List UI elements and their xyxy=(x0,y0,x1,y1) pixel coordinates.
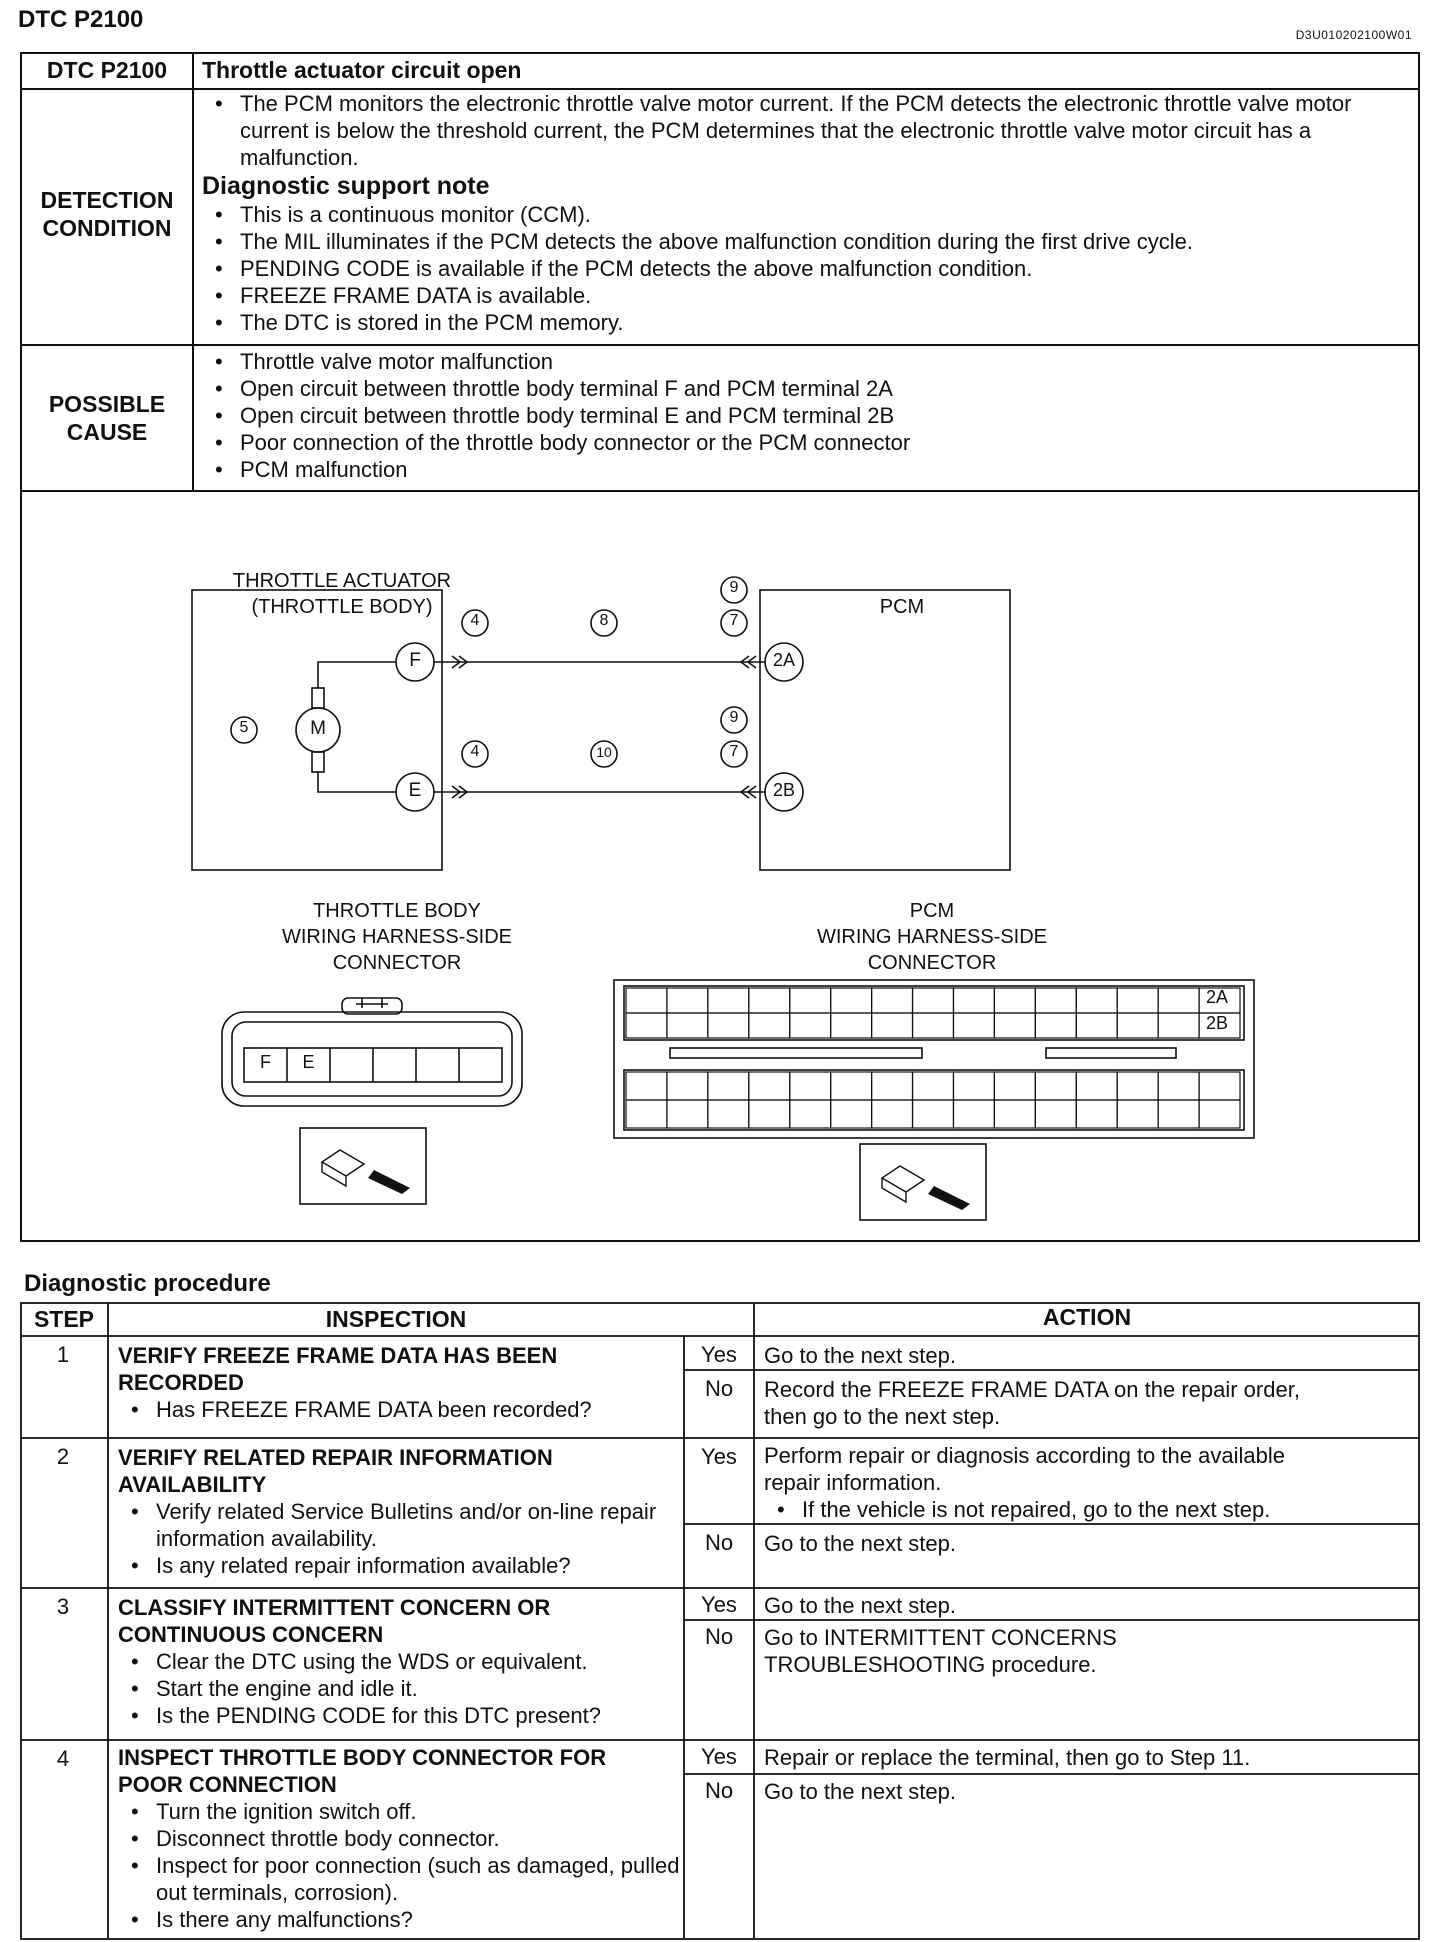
possible-cause-content xyxy=(202,348,1402,483)
step-inspection xyxy=(118,1342,678,1423)
connector-pin-cell xyxy=(1117,1072,1158,1100)
support-note-heading: Diagnostic support note xyxy=(202,172,490,200)
step-inspection xyxy=(118,1594,678,1729)
motor-wire xyxy=(318,772,396,792)
pin-2b-label: 2B xyxy=(1205,1013,1229,1033)
step-title: AVAILABILITY xyxy=(118,1472,267,1497)
no-label: No xyxy=(704,1376,734,1401)
connector-view-illustration xyxy=(860,1144,986,1220)
yes-label: Yes xyxy=(701,1592,737,1617)
connector-pin-cell xyxy=(913,988,954,1013)
connector-pin-cell xyxy=(708,1013,749,1038)
list-item: • Disconnect throttle body connector. xyxy=(118,1825,680,1852)
step-title: VERIFY FREEZE FRAME DATA HAS BEEN xyxy=(118,1343,558,1368)
pin-e-label: E xyxy=(302,1052,315,1072)
yes-action: Go to the next step. xyxy=(764,1343,957,1368)
connector-pin-cell xyxy=(626,1013,667,1038)
callout-4: 4 xyxy=(470,743,480,760)
motor-label: M xyxy=(310,718,326,739)
action-line: Go to INTERMITTENT CONCERNS xyxy=(764,1625,1117,1650)
list-item: • Clear the DTC using the WDS or equivalent. xyxy=(118,1648,678,1675)
label-line: CONNECTOR xyxy=(332,952,462,974)
connector-pin-cell xyxy=(708,1072,749,1100)
no-action: Go to the next step. xyxy=(764,1531,957,1556)
label-line: CONDITION xyxy=(42,215,172,241)
divider xyxy=(22,344,1418,346)
yes-label: Yes xyxy=(701,1444,737,1469)
step-inspection xyxy=(118,1444,678,1579)
label-line: DETECTION xyxy=(40,187,174,213)
yes-label: Yes xyxy=(701,1744,737,1769)
list-item: • Is any related repair information available? xyxy=(118,1552,678,1579)
tb-connector-caption xyxy=(222,898,572,976)
terminal-f-label: F xyxy=(409,650,421,671)
yes-action: Repair or replace the terminal, then go to Step 11. xyxy=(764,1745,1251,1770)
list-item: • If the vehicle is not repaired, go to the next step. xyxy=(764,1496,1414,1523)
page-title: DTC P2100 xyxy=(18,6,144,33)
cause-list xyxy=(202,348,1402,483)
callout-9: 9 xyxy=(729,709,739,726)
pcm-connector-caption xyxy=(742,898,1122,976)
step-title: INSPECT THROTTLE BODY CONNECTOR FOR xyxy=(118,1745,607,1770)
yes-action: Go to the next step. xyxy=(764,1593,957,1618)
wiring-diagram xyxy=(22,492,1418,1240)
detection-main-item: • The PCM monitors the electronic throttle valve motor current. If the PCM detects the electronic throttle valve motor current is below the threshold current, the PCM determines that the electronic throttle valve motor circuit has a malfunction. xyxy=(202,90,1402,171)
list-item: • Turn the ignition switch off. xyxy=(118,1798,680,1825)
connector-pin-cell xyxy=(872,1013,913,1038)
step-number: 1 xyxy=(56,1342,70,1367)
connector-pin-cell xyxy=(913,1100,954,1128)
connector-pin-cell xyxy=(831,988,872,1013)
label-line: THROTTLE ACTUATOR xyxy=(232,570,452,592)
arrow-icon xyxy=(928,1186,970,1210)
dtc-info-table xyxy=(20,52,1420,1242)
callout-7: 7 xyxy=(729,743,739,760)
action-line: then go to the next step. xyxy=(764,1404,1001,1429)
connector-pin-cell xyxy=(994,988,1035,1013)
list-item: • Start the engine and idle it. xyxy=(118,1675,678,1702)
pin-2a-label: 2A xyxy=(1205,987,1229,1007)
motor-brush xyxy=(312,752,324,772)
connector-pin-cell xyxy=(1035,1100,1076,1128)
list-item: • Is the PENDING CODE for this DTC present? xyxy=(118,1702,678,1729)
connector-pin-cell xyxy=(994,1072,1035,1100)
divider xyxy=(192,54,194,490)
list-item: • Is there any malfunctions? xyxy=(118,1906,680,1933)
step-title: POOR CONNECTION xyxy=(118,1772,337,1797)
label-line: (THROTTLE BODY) xyxy=(251,596,433,618)
label-line: WIRING HARNESS-SIDE xyxy=(281,926,513,948)
pcm-box xyxy=(760,590,1010,870)
list-item: • FREEZE FRAME DATA is available. xyxy=(202,282,1402,309)
connector-pin-cell xyxy=(749,988,790,1013)
no-label: No xyxy=(704,1530,734,1555)
detection-condition-content xyxy=(202,90,1402,336)
step-inspection xyxy=(118,1744,680,1933)
list-item: • Verify related Service Bulletins and/or on-line repair information availability. xyxy=(118,1498,678,1552)
terminal-2b-label: 2B xyxy=(772,780,796,800)
list-item: • The MIL illuminates if the PCM detects the above malfunction condition during the first drive cycle. xyxy=(202,228,1402,255)
pcm-label: PCM xyxy=(879,596,925,618)
callout-8: 8 xyxy=(599,612,609,629)
no-action: Go to the next step. xyxy=(764,1779,957,1804)
connector-pin-cell xyxy=(790,1013,831,1038)
document-code: D3U010202100W01 xyxy=(1295,28,1412,42)
connector-pin-cell xyxy=(831,1100,872,1128)
connector-pin-cell xyxy=(626,1072,667,1100)
list-item: • Open circuit between throttle body terminal F and PCM terminal 2A xyxy=(202,375,1402,402)
yes-action xyxy=(764,1442,1414,1523)
step-number: 3 xyxy=(56,1594,70,1619)
list-item: • PENDING CODE is available if the PCM detects the above malfunction condition. xyxy=(202,255,1402,282)
connector-pin-cell xyxy=(1199,1100,1240,1128)
no-action xyxy=(764,1624,1117,1678)
support-note-list xyxy=(202,201,1402,336)
callout-9: 9 xyxy=(729,579,739,596)
possible-cause-label xyxy=(22,390,192,446)
connector-pin-cell xyxy=(1035,988,1076,1013)
step-title: VERIFY RELATED REPAIR INFORMATION xyxy=(118,1445,553,1470)
connector-pin-cell xyxy=(831,1072,872,1100)
no-label: No xyxy=(704,1624,734,1649)
connector-pin-cell xyxy=(1117,1013,1158,1038)
connector-pin-cell xyxy=(708,1100,749,1128)
list-item: • Open circuit between throttle body terminal E and PCM terminal 2B xyxy=(202,402,1402,429)
list-item: • This is a continuous monitor (CCM). xyxy=(202,201,1402,228)
connector-pin-cell xyxy=(790,1072,831,1100)
connector-pin-cell xyxy=(749,1013,790,1038)
label-line: CAUSE xyxy=(66,419,148,445)
action-line: repair information. xyxy=(764,1470,942,1495)
connector-pin-cell xyxy=(994,1100,1035,1128)
connector-pin-cell xyxy=(1035,1072,1076,1100)
connector-pin-cell xyxy=(749,1100,790,1128)
yes-label: Yes xyxy=(701,1342,737,1367)
label-line: THROTTLE BODY xyxy=(313,900,481,922)
connector-pin-cell xyxy=(1117,988,1158,1013)
callout-10: 10 xyxy=(596,744,612,760)
list-item: • The DTC is stored in the PCM memory. xyxy=(202,309,1402,336)
connector-pin-cell xyxy=(749,1072,790,1100)
list-item: • Throttle valve motor malfunction xyxy=(202,348,1402,375)
detection-condition-label xyxy=(22,186,192,242)
terminal-e-label: E xyxy=(408,780,422,801)
connector-pin-cell xyxy=(667,1013,708,1038)
list-item: • Inspect for poor connection (such as damaged, pulled out terminals, corrosion). xyxy=(118,1852,680,1906)
label-line: WIRING HARNESS-SIDE xyxy=(816,926,1048,948)
terminal-2a-label: 2A xyxy=(772,650,796,670)
connector-pin-cell xyxy=(953,1072,994,1100)
action-line: TROUBLESHOOTING procedure. xyxy=(764,1652,1097,1677)
connector-pin-cell xyxy=(994,1013,1035,1038)
list-item: • Has FREEZE FRAME DATA been recorded? xyxy=(118,1396,678,1423)
connector-pin-cell xyxy=(1076,988,1117,1013)
column-header-step: STEP xyxy=(33,1306,95,1332)
connector-pin-cell xyxy=(790,988,831,1013)
connector-pin-cell xyxy=(831,1013,872,1038)
connector-pin-cell xyxy=(953,1013,994,1038)
connector-pin-cell xyxy=(872,1100,913,1128)
connector-pin-cell xyxy=(667,988,708,1013)
pin-f-label: F xyxy=(260,1052,271,1072)
connector-pin-cell xyxy=(913,1072,954,1100)
list-item: • PCM malfunction xyxy=(202,456,1402,483)
connector-pin-cell xyxy=(872,1072,913,1100)
connector-pin-cell xyxy=(1158,1072,1199,1100)
connector-pin-cell xyxy=(1076,1072,1117,1100)
label-line: CONNECTOR xyxy=(867,952,997,974)
connector-pin-cell xyxy=(708,988,749,1013)
column-header-inspection: INSPECTION xyxy=(325,1306,467,1332)
step-title: CONTINUOUS CONCERN xyxy=(118,1622,384,1647)
connector-pin-cell xyxy=(913,1013,954,1038)
callout-4: 4 xyxy=(470,612,480,629)
connector-pin-cell xyxy=(1199,1072,1240,1100)
action-line: Perform repair or diagnosis according to the available xyxy=(764,1443,1285,1468)
connector-pin-cell xyxy=(953,988,994,1013)
dtc-code-cell: DTC P2100 xyxy=(46,57,168,83)
connector-pin-cell xyxy=(1117,1100,1158,1128)
arrow-icon xyxy=(368,1170,410,1194)
circuit-schematic xyxy=(22,492,1418,1240)
procedure-table xyxy=(20,1302,1422,1942)
connector-pin-cell xyxy=(790,1100,831,1128)
connector-pin-cell xyxy=(1076,1013,1117,1038)
dtc-description: Throttle actuator circuit open xyxy=(202,57,522,83)
list-item: • Poor connection of the throttle body connector or the PCM connector xyxy=(202,429,1402,456)
step-number: 4 xyxy=(56,1746,70,1771)
connector-pin-cell xyxy=(667,1072,708,1100)
no-action xyxy=(764,1376,1300,1430)
no-label: No xyxy=(704,1778,734,1803)
connector-pin-cell xyxy=(872,988,913,1013)
callout-5: 5 xyxy=(239,719,249,736)
step-number: 2 xyxy=(56,1444,70,1469)
connector-pin-cell xyxy=(626,1100,667,1128)
connector-pin-cell xyxy=(626,988,667,1013)
procedure-title: Diagnostic procedure xyxy=(24,1270,271,1297)
connector-pin-cell xyxy=(1158,1100,1199,1128)
connector-pin-cell xyxy=(1035,1013,1076,1038)
label-line: PCM xyxy=(909,900,955,922)
column-header-action: ACTION xyxy=(1042,1304,1132,1330)
step-title: RECORDED xyxy=(118,1370,244,1395)
label-line: POSSIBLE xyxy=(48,391,166,417)
connector-pin-cell xyxy=(1076,1100,1117,1128)
connector-view-illustration xyxy=(300,1128,426,1204)
step-title: CLASSIFY INTERMITTENT CONCERN OR xyxy=(118,1595,551,1620)
motor-wire xyxy=(318,662,396,688)
action-line: Record the FREEZE FRAME DATA on the repair order, xyxy=(764,1377,1300,1402)
motor-brush xyxy=(312,688,324,708)
callout-7: 7 xyxy=(729,612,739,629)
connector-pin-cell xyxy=(667,1100,708,1128)
connector-pin-cell xyxy=(953,1100,994,1128)
